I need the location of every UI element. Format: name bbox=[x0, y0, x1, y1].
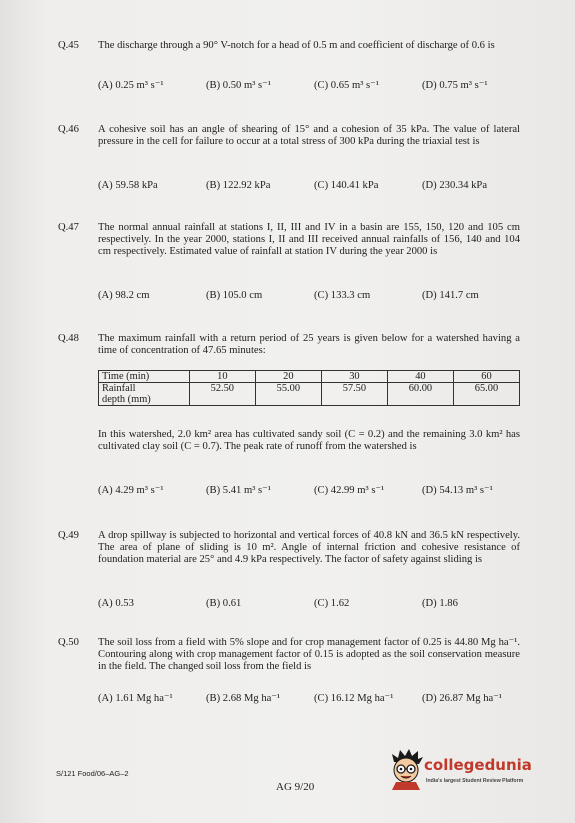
table-cell: 20 bbox=[255, 371, 321, 383]
question-number: Q.50 bbox=[58, 637, 79, 648]
option-a: (A) 0.53 bbox=[98, 598, 134, 609]
option-a: (A) 98.2 cm bbox=[98, 290, 150, 301]
table-row bbox=[99, 371, 520, 383]
question-text: The maximum rainfall with a return period of 25 years is given below for a watershed having a time of concentration of 47.65 minutes: bbox=[98, 333, 520, 357]
option-c: (C) 16.12 Mg ha⁻¹ bbox=[314, 693, 394, 704]
table-cell: 60 bbox=[453, 371, 519, 383]
question-number: Q.49 bbox=[58, 530, 79, 541]
student-mascot-icon bbox=[388, 748, 424, 790]
table-cell: 55.00 bbox=[255, 383, 321, 406]
option-b: (B) 122.92 kPa bbox=[206, 180, 271, 191]
options bbox=[98, 290, 528, 304]
option-d: (D) 1.86 bbox=[422, 598, 458, 609]
table-cell: Time (min) bbox=[99, 371, 190, 383]
option-a: (A) 1.61 Mg ha⁻¹ bbox=[98, 693, 173, 704]
question-number: Q.47 bbox=[58, 222, 79, 233]
table-cell: 10 bbox=[189, 371, 255, 383]
options bbox=[98, 598, 528, 612]
question-text: A cohesive soil has an angle of shearing of 15° and a cohesion of 35 kPa. The value of lateral pressure in the cell for failure to occur at a total stress of 300 kPa during the triaxial test is bbox=[98, 124, 520, 148]
question-number: Q.46 bbox=[58, 124, 79, 135]
option-d: (D) 26.87 Mg ha⁻¹ bbox=[422, 693, 502, 704]
question-text: The discharge through a 90° V-notch for a head of 0.5 m and coefficient of discharge of 0.6 is bbox=[98, 40, 495, 51]
option-c: (C) 42.99 m³ s⁻¹ bbox=[314, 485, 385, 496]
page-number: AG 9/20 bbox=[276, 781, 315, 793]
option-b: (B) 105.0 cm bbox=[206, 290, 263, 301]
option-d: (D) 54.13 m³ s⁻¹ bbox=[422, 485, 493, 496]
question-text-continued: In this watershed, 2.0 km² area has cultivated sandy soil (C = 0.2) and the remaining 3.0 km² has cultivated clay soil (C = 0.7). The peak rate of runoff from the watershed is bbox=[98, 429, 520, 453]
options bbox=[98, 80, 528, 94]
paper-code: S/121 Food/06–AG–2 bbox=[56, 769, 129, 778]
question-text: A drop spillway is subjected to horizontal and vertical forces of 40.8 kN and 36.5 kN respectively. The area of plane of sliding is 10 m². Angle of internal friction and cohesive resistance of foundation material are 25° and 4.9 kPa respectively. The factor of safety against sliding is bbox=[98, 530, 520, 566]
option-d: (D) 0.75 m³ s⁻¹ bbox=[422, 80, 488, 91]
option-c: (C) 1.62 bbox=[314, 598, 350, 609]
table-cell: 30 bbox=[321, 371, 387, 383]
table-cell: 65.00 bbox=[453, 383, 519, 406]
option-a: (A) 0.25 m³ s⁻¹ bbox=[98, 80, 164, 91]
options bbox=[98, 693, 528, 707]
question-number: Q.45 bbox=[58, 40, 79, 51]
table-cell bbox=[99, 383, 190, 406]
option-b: (B) 5.41 m³ s⁻¹ bbox=[206, 485, 271, 496]
question-text: The normal annual rainfall at stations I, II, III and IV in a basin are 155, 150, 120 and 105 cm respectively. In the year 2000, stations I, II and III received annual rainfalls of 156, 140 and 104 cm respectively. Estimated value of rainfall at station IV during the year 2000 is bbox=[98, 222, 520, 258]
option-b: (B) 2.68 Mg ha⁻¹ bbox=[206, 693, 281, 704]
table-cell: 52.50 bbox=[189, 383, 255, 406]
option-a: (A) 59.58 kPa bbox=[98, 180, 158, 191]
option-c: (C) 140.41 kPa bbox=[314, 180, 379, 191]
question-number: Q.48 bbox=[58, 333, 79, 344]
question-text: The soil loss from a field with 5% slope and for crop management factor of 0.25 is 44.80 Mg ha⁻¹. Contouring along with crop management factor of 0.15 is adopted as the soil conservation measure in the field. The changed soil loss from the field is bbox=[98, 637, 520, 673]
option-b: (B) 0.50 m³ s⁻¹ bbox=[206, 80, 271, 91]
options bbox=[98, 485, 528, 499]
rainfall-table bbox=[98, 370, 520, 406]
option-d: (D) 230.34 kPa bbox=[422, 180, 488, 191]
row-label-line: Rainfall bbox=[102, 383, 136, 394]
table-cell: 60.00 bbox=[387, 383, 453, 406]
collegedunia-logo bbox=[388, 748, 532, 796]
option-a: (A) 4.29 m³ s⁻¹ bbox=[98, 485, 164, 496]
option-c: (C) 133.3 cm bbox=[314, 290, 371, 301]
table-cell: 57.50 bbox=[321, 383, 387, 406]
logo-wordmark: collegedunia bbox=[424, 756, 532, 774]
table-cell: 40 bbox=[387, 371, 453, 383]
option-d: (D) 141.7 cm bbox=[422, 290, 479, 301]
table-row bbox=[99, 383, 520, 406]
logo-tagline: India's largest Student Review Platform bbox=[426, 778, 524, 784]
row-label-line: depth (mm) bbox=[102, 394, 151, 405]
options bbox=[98, 180, 528, 194]
option-b: (B) 0.61 bbox=[206, 598, 242, 609]
option-c: (C) 0.65 m³ s⁻¹ bbox=[314, 80, 379, 91]
